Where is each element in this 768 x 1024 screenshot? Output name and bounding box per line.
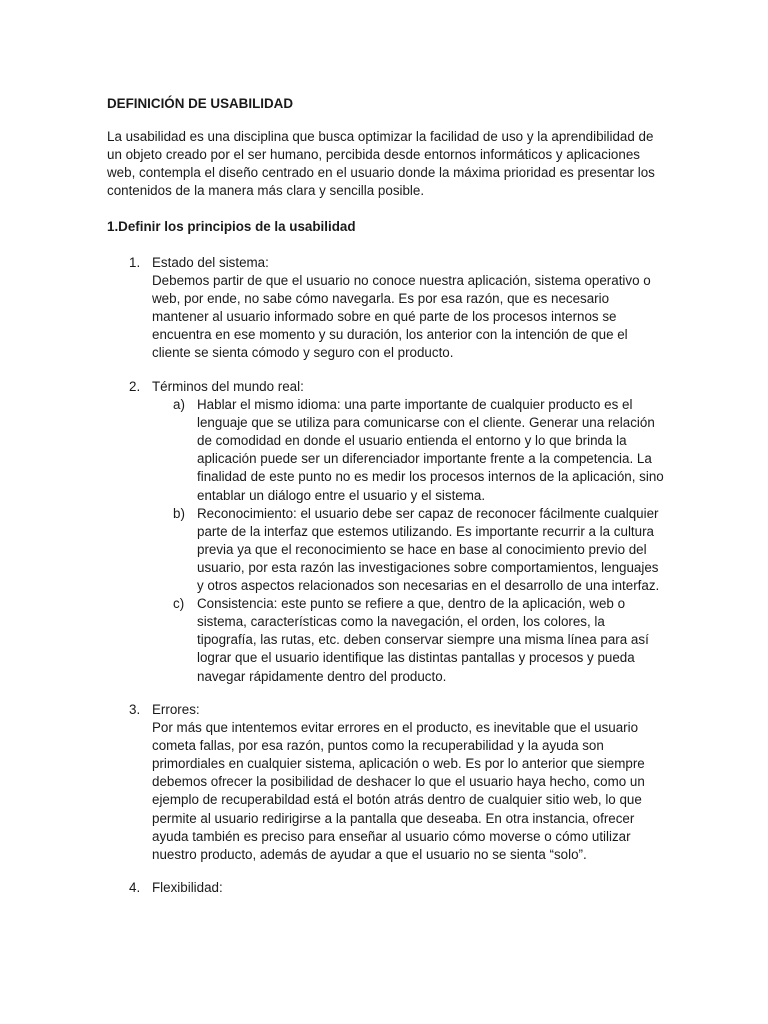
- sublist-item-c: [173, 595, 667, 685]
- list-number: 2.: [129, 379, 141, 394]
- sublist-item-a: [173, 396, 667, 505]
- sublist-letter: c): [173, 596, 185, 612]
- sublist-text: Reconocimiento: el usuario debe ser capaz de reconocer fácilmente cualquier parte de la interfaz que estemos utilizando. Es importante recurrir a la cultura previa ya que el reconocimiento se hace en base al conocimiento previo del usuario, por esta razón las investigaciones sobre comportamientos, lenguajes y otros aspectos relacionados son necesarias en el desarrollo de una interfaz.: [197, 505, 660, 594]
- document-title: DEFINICIÓN DE USABILIDAD: [107, 96, 293, 111]
- list-item-heading: Flexibilidad:: [152, 880, 223, 895]
- list-item-estado-sistema: [107, 254, 667, 363]
- list-number: 4.: [129, 880, 141, 895]
- list-item-text: Por más que intentemos evitar errores en el producto, es inevitable que el usuario cometa fallas, por esa razón, puntos como la recuperabilidad y la ayuda son primordiales en cualquier sistema, aplicación o web. Es por lo anterior que siempre debemos ofrecer la posibilidad de deshacer lo que el usuario haya hecho, como un ejemplo de recuperabildad está el botón atrás dentro de cualquier sitio web, lo que permite al usuario redirigirse a la pantalla que deseaba. En otra instancia, ofrecer ayuda también es preciso para enseñar al usuario cómo moverse o cómo utilizar nuestro producto, además de ayudar a que el usuario no se sienta “solo”.: [152, 720, 645, 862]
- intro-paragraph: La usabilidad es una disciplina que busca optimizar la facilidad de uso y la aprendibilidad de un objeto creado por el ser humano, percibida desde entornos informáticos y aplicaciones web, contempla el diseño centrado en el usuario donde la máxima prioridad es presentar los contenidos de la manera más clara y sencilla posible.: [107, 129, 655, 199]
- sublist-item-b: [173, 505, 667, 595]
- list-item-heading: Estado del sistema:: [152, 255, 269, 270]
- list-item-errores: [107, 701, 667, 864]
- list-item-text: Debemos partir de que el usuario no conoce nuestra aplicación, sistema operativo o web, por ende, no sabe cómo navegarla. Es por esa razón, que es necesario mantener al usuario informado sobre en qué parte de los procesos internos se encuentra en ese momento y su duración, los anterior con la intención de que el cliente se sienta cómodo y seguro con el producto.: [152, 273, 651, 361]
- sublist-text: Consistencia: este punto se refiere a que, dentro de la aplicación, web o sistema, características como la navegación, el orden, los colores, la tipografía, las rutas, etc. deben conservar siempre una misma línea para así lograr que el usuario identifique las distintas pantallas y procesos y pueda navegar rápidamente dentro del producto.: [197, 596, 649, 684]
- section-heading: 1.Definir los principios de la usabilidad: [107, 219, 356, 234]
- list-item-flexibilidad: [107, 879, 667, 897]
- list-number: 3.: [129, 702, 141, 717]
- sublist-letter: a): [173, 397, 185, 413]
- sublist-text: Hablar el mismo idioma: una parte importante de cualquier producto es el lenguaje que se utiliza para comunicarse con el cliente. Generar una relación de comodidad en donde el usuario entienda el entorno y lo que brinda la aplicación puede ser un diferenciador importante frente a la competencia. La finalidad de este punto no es medir los procesos internos de la aplicación, sino entablar un diálogo entre el usuario y el sistema.: [197, 397, 664, 503]
- list-item-heading: Errores:: [152, 702, 200, 717]
- list-item-heading: Términos del mundo real:: [152, 379, 304, 394]
- list-item-terminos-mundo-real: [107, 378, 667, 686]
- list-number: 1.: [129, 255, 141, 270]
- sublist-letter: b): [173, 505, 185, 521]
